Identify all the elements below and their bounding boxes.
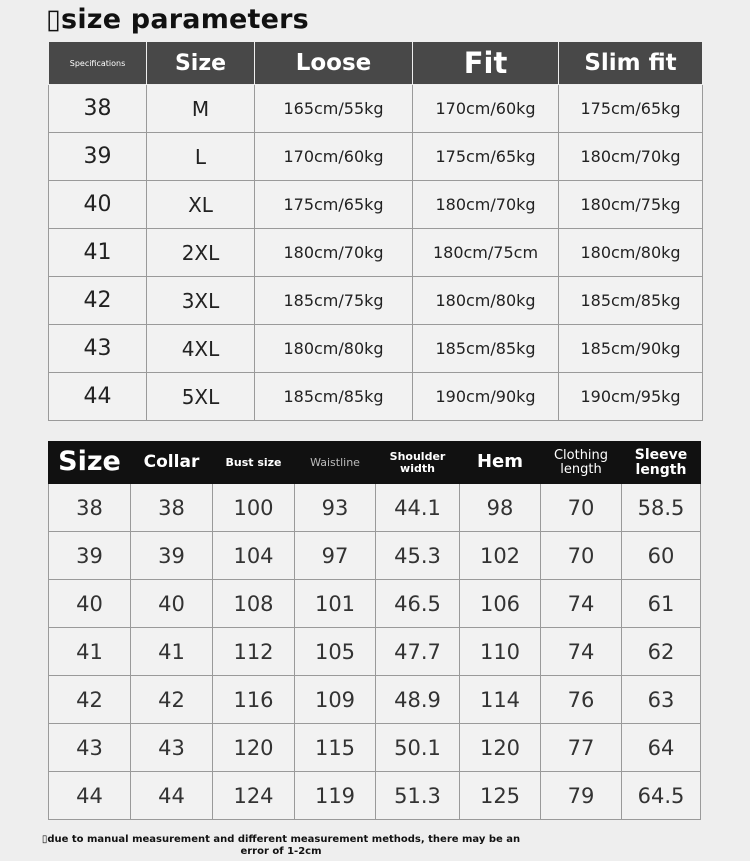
sleeve-length-cell: 63 [622, 676, 701, 724]
table-row [49, 532, 701, 580]
spec-cell: 40 [49, 181, 147, 229]
collar-cell: 39 [131, 532, 213, 580]
loose-cell: 165cm/55kg [255, 85, 413, 133]
table-row [49, 580, 701, 628]
fit-cell: 180cm/75cm [413, 229, 559, 277]
hem-cell: 114 [460, 676, 541, 724]
sleeve-length-cell: 64.5 [622, 772, 701, 820]
spec-cell: 41 [49, 229, 147, 277]
waistline-cell: 93 [295, 484, 376, 532]
bust-cell: 112 [213, 628, 295, 676]
loose-cell: 185cm/85kg [255, 373, 413, 421]
shoulder-cell: 48.9 [376, 676, 460, 724]
size-cell: 41 [49, 628, 131, 676]
size-cell: 4XL [147, 325, 255, 373]
size-cell: 40 [49, 580, 131, 628]
loose-cell: 170cm/60kg [255, 133, 413, 181]
clothing-length-cell: 76 [541, 676, 622, 724]
shoulder-cell: 45.3 [376, 532, 460, 580]
measurements-table [48, 441, 701, 820]
slim-fit-cell: 185cm/90kg [559, 325, 703, 373]
header-bust-size: Bust size [213, 442, 295, 484]
table-row [49, 181, 703, 229]
size-cell: 3XL [147, 277, 255, 325]
table-row [49, 277, 703, 325]
clothing-length-cell: 70 [541, 532, 622, 580]
sleeve-length-cell: 61 [622, 580, 701, 628]
slim-fit-cell: 185cm/85kg [559, 277, 703, 325]
shoulder-cell: 47.7 [376, 628, 460, 676]
shoulder-cell: 46.5 [376, 580, 460, 628]
slim-fit-cell: 180cm/75kg [559, 181, 703, 229]
loose-cell: 175cm/65kg [255, 181, 413, 229]
table-row [49, 229, 703, 277]
spec-cell: 42 [49, 277, 147, 325]
table-row [49, 772, 701, 820]
size-chart-header-row [49, 42, 703, 85]
header-clothing-length: Clothing length [541, 442, 622, 484]
clothing-length-cell: 70 [541, 484, 622, 532]
table-row [49, 676, 701, 724]
loose-cell: 185cm/75kg [255, 277, 413, 325]
spec-cell: 38 [49, 85, 147, 133]
size-cell: 5XL [147, 373, 255, 421]
waistline-cell: 115 [295, 724, 376, 772]
page-title: ▯size parameters [46, 4, 309, 35]
header-waistline: Waistline [295, 442, 376, 484]
spec-cell: 44 [49, 373, 147, 421]
header-slim-fit: Slim fit [559, 42, 703, 85]
hem-cell: 106 [460, 580, 541, 628]
table-row [49, 724, 701, 772]
sleeve-length-cell: 62 [622, 628, 701, 676]
header-size: Size [147, 42, 255, 85]
header-sleeve-length: Sleeve length [622, 442, 701, 484]
slim-fit-cell: 175cm/65kg [559, 85, 703, 133]
size-chart-table [48, 41, 703, 421]
collar-cell: 38 [131, 484, 213, 532]
collar-cell: 44 [131, 772, 213, 820]
size-cell: 39 [49, 532, 131, 580]
bust-cell: 120 [213, 724, 295, 772]
sleeve-length-cell: 60 [622, 532, 701, 580]
header-specifications: Specifications [49, 42, 147, 85]
sleeve-length-cell: 64 [622, 724, 701, 772]
hem-cell: 102 [460, 532, 541, 580]
waistline-cell: 97 [295, 532, 376, 580]
slim-fit-cell: 180cm/80kg [559, 229, 703, 277]
fit-cell: 185cm/85kg [413, 325, 559, 373]
bust-cell: 124 [213, 772, 295, 820]
clothing-length-cell: 79 [541, 772, 622, 820]
fit-cell: 190cm/90kg [413, 373, 559, 421]
size-cell: 42 [49, 676, 131, 724]
shoulder-cell: 51.3 [376, 772, 460, 820]
header-loose: Loose [255, 42, 413, 85]
fit-cell: 180cm/70kg [413, 181, 559, 229]
slim-fit-cell: 180cm/70kg [559, 133, 703, 181]
size-cell: 44 [49, 772, 131, 820]
header-fit: Fit [413, 42, 559, 85]
waistline-cell: 105 [295, 628, 376, 676]
table-row [49, 373, 703, 421]
shoulder-cell: 50.1 [376, 724, 460, 772]
waistline-cell: 109 [295, 676, 376, 724]
clothing-length-cell: 74 [541, 580, 622, 628]
table-row [49, 133, 703, 181]
header-collar: Collar [131, 442, 213, 484]
size-cell: XL [147, 181, 255, 229]
spec-cell: 39 [49, 133, 147, 181]
bust-cell: 100 [213, 484, 295, 532]
size-cell: 2XL [147, 229, 255, 277]
hem-cell: 98 [460, 484, 541, 532]
bust-cell: 108 [213, 580, 295, 628]
table-row [49, 325, 703, 373]
collar-cell: 43 [131, 724, 213, 772]
fit-cell: 170cm/60kg [413, 85, 559, 133]
collar-cell: 41 [131, 628, 213, 676]
header-size: Size [49, 442, 131, 484]
header-shoulder-width: Shoulder width [376, 442, 460, 484]
shoulder-cell: 44.1 [376, 484, 460, 532]
fit-cell: 175cm/65kg [413, 133, 559, 181]
hem-cell: 120 [460, 724, 541, 772]
size-cell: L [147, 133, 255, 181]
waistline-cell: 119 [295, 772, 376, 820]
sleeve-length-cell: 58.5 [622, 484, 701, 532]
table-row [49, 484, 701, 532]
size-cell: 43 [49, 724, 131, 772]
header-hem: Hem [460, 442, 541, 484]
collar-cell: 42 [131, 676, 213, 724]
bust-cell: 104 [213, 532, 295, 580]
spec-cell: 43 [49, 325, 147, 373]
clothing-length-cell: 74 [541, 628, 622, 676]
collar-cell: 40 [131, 580, 213, 628]
measurement-footnote: ▯due to manual measurement and different measurement methods, there may be an error of 1-2cm [41, 834, 521, 857]
loose-cell: 180cm/80kg [255, 325, 413, 373]
hem-cell: 110 [460, 628, 541, 676]
size-cell: M [147, 85, 255, 133]
slim-fit-cell: 190cm/95kg [559, 373, 703, 421]
table-row [49, 628, 701, 676]
size-cell: 38 [49, 484, 131, 532]
hem-cell: 125 [460, 772, 541, 820]
fit-cell: 180cm/80kg [413, 277, 559, 325]
clothing-length-cell: 77 [541, 724, 622, 772]
measurements-header-row [49, 442, 701, 484]
table-row [49, 85, 703, 133]
loose-cell: 180cm/70kg [255, 229, 413, 277]
waistline-cell: 101 [295, 580, 376, 628]
bust-cell: 116 [213, 676, 295, 724]
